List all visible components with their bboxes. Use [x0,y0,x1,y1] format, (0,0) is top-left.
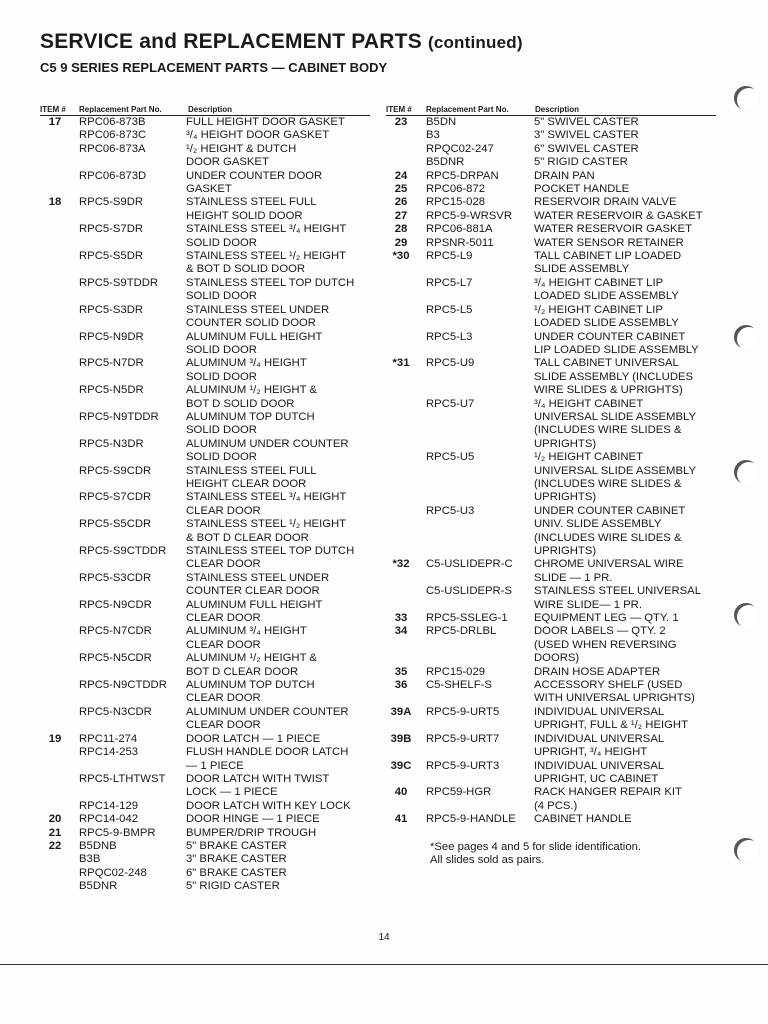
part-description: STAINLESS STEEL UNIVERSAL WIRE SLIDE— 1 PR. [534,585,701,611]
part-description: ALUMINUM UNDER COUNTER SOLID DOOR [186,437,349,464]
part-number: RPC5-N3CDR [79,705,152,718]
table-row [40,800,370,813]
item-number: *30 [392,250,410,263]
part-number: RPC06-873B [79,116,146,128]
part-description: CHROME UNIVERSAL WIRE SLIDE — 1 PR. [534,558,684,584]
item-number: 27 [394,209,408,222]
parts-list-left [40,116,370,894]
part-number: B3B [79,853,101,866]
part-description: ACCESSORY SHELF (USED WITH UNIVERSAL UPRIGHTS) [534,679,695,705]
table-row [40,129,370,142]
part-number: RPC15-028 [426,196,486,209]
table-header [40,104,370,116]
item-number: *31 [392,357,410,370]
part-description: STAINLESS STEEL UNDER COUNTER SOLID DOOR [186,303,330,330]
table-row [386,612,716,625]
binder-hole-icon [734,603,758,627]
item-number: 41 [394,813,408,826]
part-description: 6" BRAKE CASTER [186,866,287,879]
table-row [386,398,716,452]
table-row [40,170,370,197]
part-number: RPC5-DRLBL [426,625,497,638]
part-number: RPC5-U5 [426,451,475,464]
table-row [40,867,370,880]
part-description: RESERVOIR DRAIN VALVE [534,196,677,209]
table-row [40,827,370,840]
item-number: 19 [48,732,62,745]
header-description: Description [188,105,233,114]
parts-table-left [40,104,370,894]
part-number: RPQC02-248 [79,866,147,879]
page-subtitle: C5 9 SERIES REPLACEMENT PARTS — CABINET BODY [40,60,388,75]
part-number: RPC5-N9CDR [79,598,152,611]
part-description: 5" BRAKE CASTER [186,839,287,852]
table-row [40,384,370,411]
item-number: 36 [394,679,408,692]
part-description: DRAIN HOSE ADAPTER [534,665,661,678]
table-row [40,491,370,518]
binder-hole-icon [734,86,758,110]
part-number: C5-SHELF-S [426,679,492,692]
part-description: RACK HANGER REPAIR KIT (4 PCS.) [534,786,682,812]
part-number: RPC5-N5CDR [79,652,152,665]
part-number: RPC5-N7CDR [79,625,152,638]
item-number: 33 [394,612,408,625]
item-number: 25 [394,183,408,196]
header-part-number: Replacement Part No. [426,105,509,114]
part-description: STAINLESS STEEL ³/₄ HEIGHT CLEAR DOOR [186,491,347,517]
table-row [386,170,716,183]
part-description: ALUMINUM ¹/₂ HEIGHT & BOT D SOLID DOOR [186,384,317,410]
part-description: TALL CABINET UNIVERSAL SLIDE ASSEMBLY (INCLUDES WIRE SLIDES & UPRIGHTS) [534,357,694,397]
footer-divider [0,964,768,965]
part-number: RPC5-U7 [426,397,475,410]
table-row [40,250,370,277]
part-number: RPC14-129 [79,799,139,812]
part-description: 5" RIGID CASTER [186,880,280,893]
item-number: 24 [394,169,408,182]
item-number: 39C [390,759,412,772]
parts-list-right [386,116,716,827]
part-number: RPC06-873C [79,129,147,142]
table-row [40,331,370,358]
part-description: 5" RIGID CASTER [534,156,628,169]
slide-note: *See pages 4 and 5 for slide identification. All slides sold as pairs. [430,840,642,866]
part-number: RPC5-L5 [426,303,473,316]
table-row [386,706,716,733]
part-description: STAINLESS STEEL ³/₄ HEIGHT SOLID DOOR [186,223,347,249]
part-number: RPC5-N9DR [79,330,144,343]
part-description: 6" SWIVEL CASTER [534,142,639,155]
header-item: ITEM # [40,105,66,114]
table-row [40,652,370,679]
table-row [386,760,716,787]
table-row [40,880,370,893]
part-number: C5-USLIDEPR-C [426,558,513,571]
binder-hole-icon [734,325,758,349]
part-description: WATER RESERVOIR GASKET [534,223,692,236]
page-title [40,30,523,54]
part-number: B5DNR [426,156,465,169]
part-number: RPC5-DRPAN [426,169,499,182]
part-description: STAINLESS STEEL ¹/₂ HEIGHT & BOT D SOLID DOOR [186,250,347,276]
part-description: DRAIN PAN [534,169,595,182]
part-description: CABINET HANDLE [534,813,632,826]
part-description: TALL CABINET LIP LOADED SLIDE ASSEMBLY [534,250,682,276]
part-number: RPC5-S3DR [79,303,144,316]
part-number: C5-USLIDEPR-S [426,585,513,598]
table-row [386,304,716,331]
part-description: STAINLESS STEEL ¹/₂ HEIGHT & BOT D CLEAR DOOR [186,518,347,544]
part-description: STAINLESS STEEL TOP DUTCH CLEAR DOOR [186,545,355,571]
table-row [40,143,370,170]
item-number: 39B [390,732,412,745]
item-number: 35 [394,665,408,678]
page-number: 14 [378,932,390,943]
table-row [40,706,370,733]
item-number: 28 [394,223,408,236]
table-row [386,786,716,813]
part-description: UNDER COUNTER CABINET LIP LOADED SLIDE ASSEMBLY [534,330,699,356]
part-number: RPC5-9-URT7 [426,732,500,745]
part-description: ³/₄ HEIGHT DOOR GASKET [186,129,330,142]
header-description: Description [535,105,580,114]
item-number: 17 [48,116,62,128]
item-number: *32 [392,558,410,571]
part-number: B5DNB [79,839,117,852]
part-number: RPC5-S7DR [79,223,144,236]
table-row [386,733,716,760]
part-description: UNDER COUNTER DOOR GASKET [186,169,323,196]
table-row [40,277,370,304]
part-number: RPC5-S3CDR [79,571,152,584]
item-number: 29 [394,236,408,249]
part-description: EQUIPMENT LEG — QTY. 1 [534,612,679,625]
part-number: RPC5-S9CDR [79,464,152,477]
part-description: 5" SWIVEL CASTER [534,116,639,128]
part-number: RPSNR-5011 [426,236,494,249]
part-number: RPC5-9-BMPR [79,826,156,839]
part-number: RPC5-S5CDR [79,518,152,531]
table-row [40,545,370,572]
table-row [40,304,370,331]
table-header [386,104,716,116]
item-number: 23 [394,116,408,128]
table-row [40,572,370,599]
item-number: 34 [394,625,408,638]
parts-table-right [386,104,716,867]
table-row [40,773,370,800]
part-description: STAINLESS STEEL UNDER COUNTER CLEAR DOOR [186,571,330,598]
part-number: RPC06-873D [79,169,147,182]
part-description: ALUMINUM TOP DUTCH CLEAR DOOR [186,679,315,705]
part-number: RPC14-042 [79,813,139,826]
table-row [40,196,370,223]
part-number: B5DN [426,116,457,128]
part-description: ALUMINUM ³/₄ HEIGHT CLEAR DOOR [186,625,307,651]
table-row [40,746,370,773]
part-description: FLUSH HANDLE DOOR LATCH — 1 PIECE [186,746,349,772]
item-number: 39A [390,705,412,718]
part-number: RPC59-HGR [426,786,492,799]
part-description: ALUMINUM ¹/₂ HEIGHT & BOT D CLEAR DOOR [186,652,317,678]
part-description: ¹/₂ HEIGHT CABINET LIP LOADED SLIDE ASSEMBLY [534,303,679,330]
part-number: RPC5-9-URT3 [426,759,500,772]
table-row [40,518,370,545]
table-row [386,625,716,665]
part-number: RPC5-S7CDR [79,491,152,504]
part-description: INDIVIDUAL UNIVERSAL UPRIGHT, FULL & ¹/₂ HEIGHT [534,705,688,732]
table-row [386,196,716,209]
part-number: RPC5-S9CTDDR [79,545,167,557]
header-part-number: Replacement Part No. [79,105,162,114]
table-row [386,585,716,612]
part-description: WATER SENSOR RETAINER [534,236,684,249]
binder-hole-icon [734,460,758,484]
part-description: ALUMINUM FULL HEIGHT CLEAR DOOR [186,598,323,625]
part-number: RPC5-U9 [426,357,475,370]
part-description: DOOR LABELS — QTY. 2 (USED WHEN REVERSING DOORS) [534,625,677,665]
table-row [40,853,370,866]
page-title-suffix: (continued) [427,33,523,52]
part-number: RPC5-9-WRSVR [426,209,512,222]
table-row [40,438,370,465]
part-number: RPC5-N9CTDDR [79,679,167,692]
table-row [40,465,370,492]
part-description: POCKET HANDLE [534,183,630,196]
part-number: RPC5-SSLEG-1 [426,612,508,625]
table-row [386,237,716,250]
part-number: B3 [426,129,440,142]
table-row [386,451,716,505]
table-row [40,116,370,129]
table-row [386,679,716,706]
item-number: 21 [48,826,62,839]
part-description: INDIVIDUAL UNIVERSAL UPRIGHT, ³/₄ HEIGHT [534,732,665,759]
part-description: ALUMINUM ³/₄ HEIGHT SOLID DOOR [186,357,307,383]
part-number: RPC15-029 [426,665,486,678]
part-description: BUMPER/DRIP TROUGH [186,826,317,839]
part-description: 3" SWIVEL CASTER [534,129,639,142]
part-description: DOOR LATCH — 1 PIECE [186,732,321,745]
part-description: ¹/₂ HEIGHT & DUTCH DOOR GASKET [186,142,297,169]
part-description: STAINLESS STEEL FULL HEIGHT CLEAR DOOR [186,464,317,490]
part-number: RPC11-274 [79,732,138,745]
table-row [40,411,370,438]
table-row [386,223,716,236]
part-number: RPC06-872 [426,183,486,196]
header-item: ITEM # [386,105,412,114]
part-number: RPQC02-247 [426,142,494,155]
part-description: ³/₄ HEIGHT CABINET LIP LOADED SLIDE ASSEMBLY [534,276,679,303]
part-number: RPC5-L7 [426,276,473,289]
part-description: STAINLESS STEEL TOP DUTCH SOLID DOOR [186,276,355,303]
table-row [386,129,716,142]
table-row [386,250,716,277]
part-number: RPC5-9-HANDLE [426,813,516,826]
part-number: RPC5-N5DR [79,384,144,397]
item-number: 20 [48,813,62,826]
part-description: 3" BRAKE CASTER [186,853,287,866]
part-number: RPC5-N7DR [79,357,144,370]
table-row [40,733,370,746]
table-row [386,813,716,826]
table-row [40,223,370,250]
part-number: RPC14-253 [79,746,139,759]
part-description: FULL HEIGHT DOOR GASKET [186,116,345,128]
part-number: RPC5-9-URT5 [426,705,500,718]
table-row [40,357,370,384]
part-description: DOOR LATCH WITH KEY LOCK [186,799,351,812]
part-number: RPC5-S9DR [79,196,144,209]
table-row [386,558,716,585]
part-number: RPC5-LTHTWST [79,772,166,785]
part-description: ¹/₂ HEIGHT CABINET UNIVERSAL SLIDE ASSEMBLY (INCLUDES WIRE SLIDES & UPRIGHTS) [534,451,696,504]
part-description: WATER RESERVOIR & GASKET [534,209,703,222]
part-number: RPC06-873A [79,142,146,155]
part-description: ³/₄ HEIGHT CABINET UNIVERSAL SLIDE ASSEMBLY (INCLUDES WIRE SLIDES & UPRIGHTS) [534,397,696,450]
part-description: DOOR LATCH WITH TWIST LOCK — 1 PIECE [186,772,330,799]
table-row [386,331,716,358]
page-title-text: SERVICE and REPLACEMENT PARTS [40,30,422,53]
table-row [386,505,716,559]
part-description: STAINLESS STEEL FULL HEIGHT SOLID DOOR [186,196,317,222]
item-number: 40 [394,786,408,799]
table-row [386,210,716,223]
part-number: RPC5-N9TDDR [79,410,159,423]
item-number: 18 [48,196,62,209]
table-row [386,666,716,679]
part-number: RPC5-S5DR [79,250,144,263]
part-description: ALUMINUM FULL HEIGHT SOLID DOOR [186,330,323,356]
table-row [40,679,370,706]
binder-hole-icon [734,838,758,862]
table-row [386,183,716,196]
table-row [386,156,716,169]
part-description: UNDER COUNTER CABINET UNIV. SLIDE ASSEMBLY (INCLUDES WIRE SLIDES & UPRIGHTS) [534,504,686,557]
part-description: DOOR HINGE — 1 PIECE [186,813,320,826]
part-description: ALUMINUM TOP DUTCH SOLID DOOR [186,410,315,437]
item-number: 26 [394,196,408,209]
table-row [40,813,370,826]
table-row [386,116,716,129]
part-number: RPC5-N3DR [79,437,144,450]
table-row [386,357,716,397]
part-description: INDIVIDUAL UNIVERSAL UPRIGHT, UC CABINET [534,759,665,785]
part-number: RPC5-L9 [426,250,473,263]
part-number: RPC5-U3 [426,504,475,517]
table-row [40,599,370,626]
part-number: B5DNR [79,880,118,893]
table-row [386,277,716,304]
part-number: RPC5-L3 [426,330,473,343]
part-description: ALUMINUM UNDER COUNTER CLEAR DOOR [186,705,349,732]
table-row [386,143,716,156]
table-row [40,625,370,652]
part-number: RPC5-S9TDDR [79,276,159,289]
table-row [40,840,370,853]
part-number: RPC06-881A [426,223,493,236]
item-number: 22 [48,839,62,852]
